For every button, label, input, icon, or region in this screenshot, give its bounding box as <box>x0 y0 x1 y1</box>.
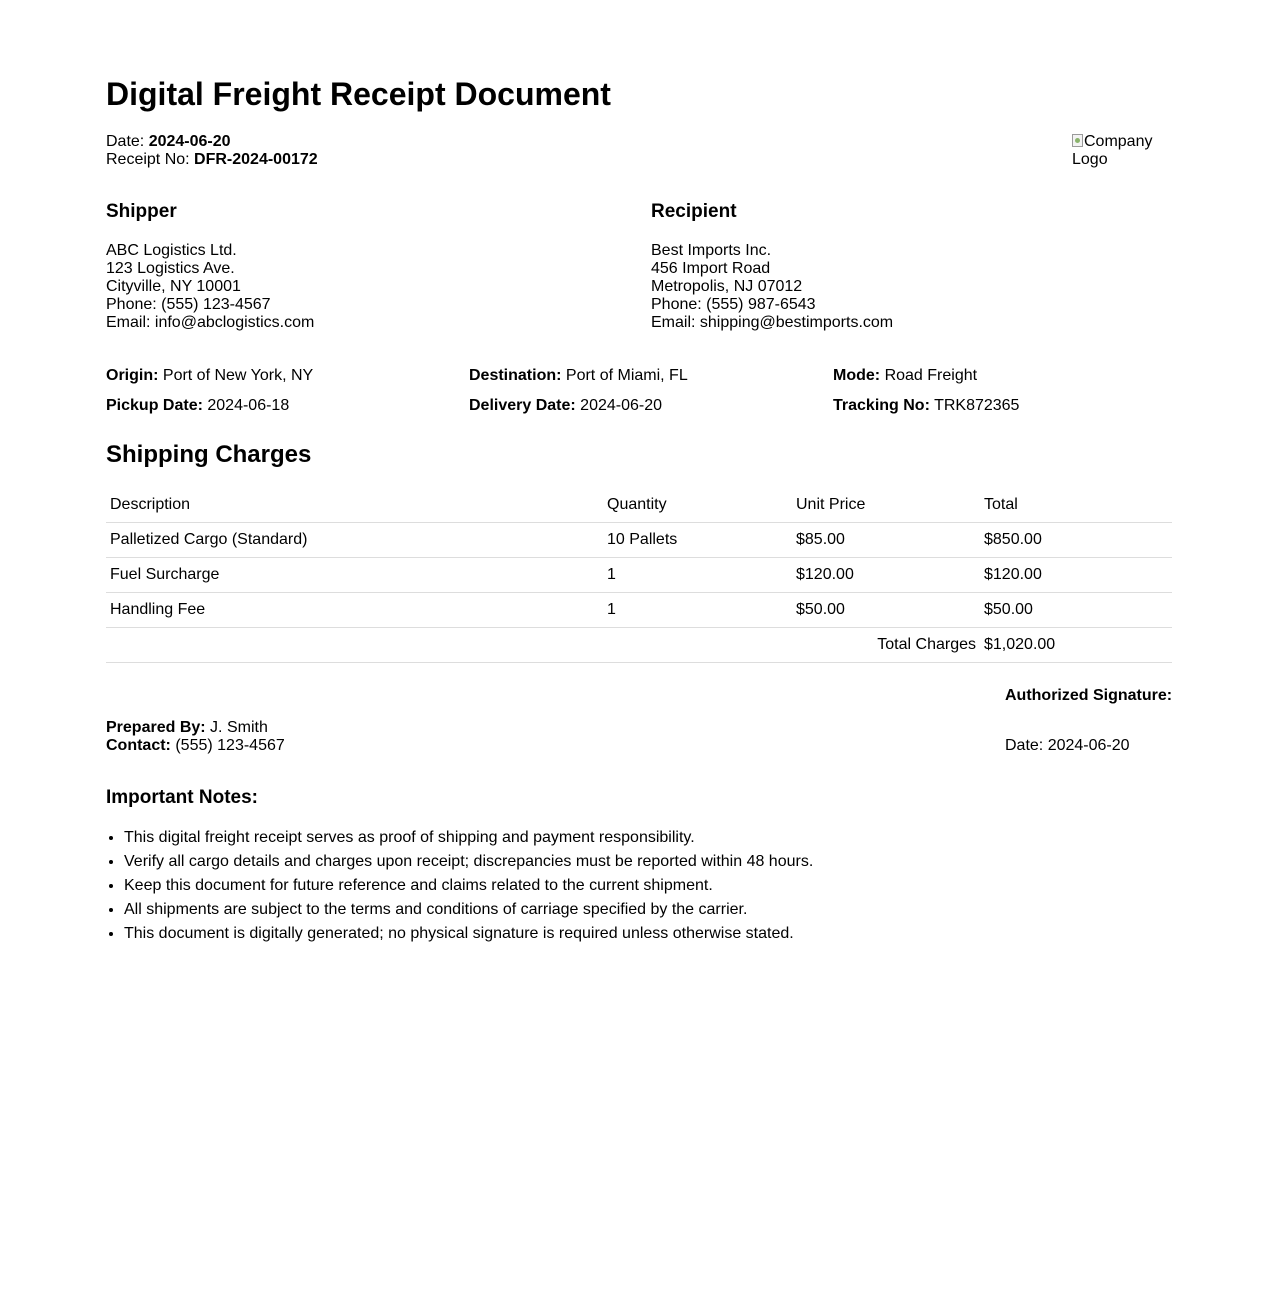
origin-label: Origin: <box>106 367 159 384</box>
list-item: • Verify all cargo details and charges upon receipt; discrepancies must be reported within 48 hours. <box>124 850 1124 874</box>
column-header-description: Description <box>106 488 603 523</box>
table-row <box>106 558 1172 593</box>
contact-value: (555) 123-4567 <box>175 737 285 754</box>
list-item: • All shipments are subject to the terms and conditions of carriage specified by the carrier. <box>124 898 1124 922</box>
signature-date: Date: 2024-06-20 <box>1005 737 1130 754</box>
cell-description: Fuel Surcharge <box>106 558 603 593</box>
tracking-number-field <box>833 396 1019 416</box>
shipper-address-line-1: 123 Logistics Ave. <box>106 260 235 277</box>
tracking-number-label: Tracking No: <box>833 397 930 414</box>
mode-label: Mode: <box>833 367 881 384</box>
mode-field <box>833 366 977 386</box>
recipient-email: Email: shipping@bestimports.com <box>651 314 894 331</box>
cell-total: $850.00 <box>980 523 1172 558</box>
list-item: • This document is digitally generated; no physical signature is required unless otherwise stated. <box>124 922 1124 946</box>
cell-quantity: 10 Pallets <box>603 523 792 558</box>
column-header-unit-price: Unit Price <box>792 488 980 523</box>
destination-field <box>469 366 688 386</box>
pickup-date-label: Pickup Date: <box>106 397 203 414</box>
column-header-quantity: Quantity <box>603 488 792 523</box>
receipt-number-value: DFR-2024-00172 <box>194 151 318 168</box>
shipper-block <box>106 201 626 332</box>
receipt-date-label: Date: <box>106 133 145 150</box>
cell-total: $120.00 <box>980 558 1172 593</box>
cell-unit-price: $50.00 <box>792 593 980 628</box>
receipt-number-line <box>106 151 318 169</box>
shipper-name: ABC Logistics Ltd. <box>106 242 237 259</box>
prepared-by-block <box>106 719 285 755</box>
receipt-date-value: 2024-06-20 <box>148 133 231 150</box>
charges-header-row <box>106 488 1172 523</box>
origin-value: Port of New York, NY <box>162 367 314 384</box>
table-row <box>106 523 1172 558</box>
shipper-details <box>106 242 626 332</box>
total-charges-value: $1,020.00 <box>980 628 1172 663</box>
company-logo-alt-text: Company Logo <box>1072 133 1153 168</box>
important-notes-list <box>106 826 1124 946</box>
shipper-phone: Phone: (555) 123-4567 <box>106 296 271 313</box>
receipt-date-line <box>106 133 318 151</box>
recipient-heading: Recipient <box>651 201 737 222</box>
origin-field <box>106 366 313 386</box>
recipient-name: Best Imports Inc. <box>651 242 772 259</box>
page-title: Digital Freight Receipt Document <box>106 76 611 112</box>
destination-value: Port of Miami, FL <box>565 367 688 384</box>
list-item: • This digital freight receipt serves as proof of shipping and payment responsibility. <box>124 826 1124 850</box>
cell-total: $50.00 <box>980 593 1172 628</box>
receipt-meta <box>106 133 318 169</box>
recipient-address-line-2: Metropolis, NJ 07012 <box>651 278 803 295</box>
pickup-date-value: 2024-06-18 <box>207 397 290 414</box>
column-header-total: Total <box>980 488 1172 523</box>
contact-label: Contact: <box>106 737 171 754</box>
important-notes-heading: Important Notes: <box>106 787 258 808</box>
broken-image-icon <box>1072 134 1083 147</box>
recipient-details <box>651 242 1171 332</box>
delivery-date-label: Delivery Date: <box>469 397 576 414</box>
recipient-address-line-1: 456 Import Road <box>651 260 771 277</box>
prepared-by-label: Prepared By: <box>106 719 206 736</box>
recipient-block <box>651 201 1171 332</box>
charges-table <box>106 488 1172 663</box>
delivery-date-field <box>469 396 662 416</box>
cell-description: Palletized Cargo (Standard) <box>106 523 603 558</box>
cell-quantity: 1 <box>603 558 792 593</box>
pickup-date-field <box>106 396 289 416</box>
authorized-signature-label: Authorized Signature: <box>1005 687 1173 704</box>
prepared-by-value: J. Smith <box>210 719 268 736</box>
total-charges-row <box>106 628 1172 663</box>
tracking-number-value: TRK872365 <box>934 397 1020 414</box>
recipient-phone: Phone: (555) 987-6543 <box>651 296 816 313</box>
shipper-email: Email: info@abclogistics.com <box>106 314 315 331</box>
destination-label: Destination: <box>469 367 562 384</box>
prepared-by-line <box>106 719 285 737</box>
mode-value: Road Freight <box>884 367 978 384</box>
company-logo <box>1072 133 1172 169</box>
list-item: • Keep this document for future reference and claims related to the current shipment. <box>124 874 1124 898</box>
contact-line <box>106 737 285 755</box>
shipping-charges-heading: Shipping Charges <box>106 441 312 468</box>
table-row <box>106 593 1172 628</box>
total-charges-label: Total Charges <box>106 628 980 663</box>
cell-quantity: 1 <box>603 593 792 628</box>
delivery-date-value: 2024-06-20 <box>580 397 663 414</box>
cell-unit-price: $85.00 <box>792 523 980 558</box>
receipt-number-label: Receipt No: <box>106 151 190 168</box>
cell-description: Handling Fee <box>106 593 603 628</box>
shipper-heading: Shipper <box>106 201 177 222</box>
signature-block <box>1005 686 1172 756</box>
cell-unit-price: $120.00 <box>792 558 980 593</box>
shipper-address-line-2: Cityville, NY 10001 <box>106 278 241 295</box>
